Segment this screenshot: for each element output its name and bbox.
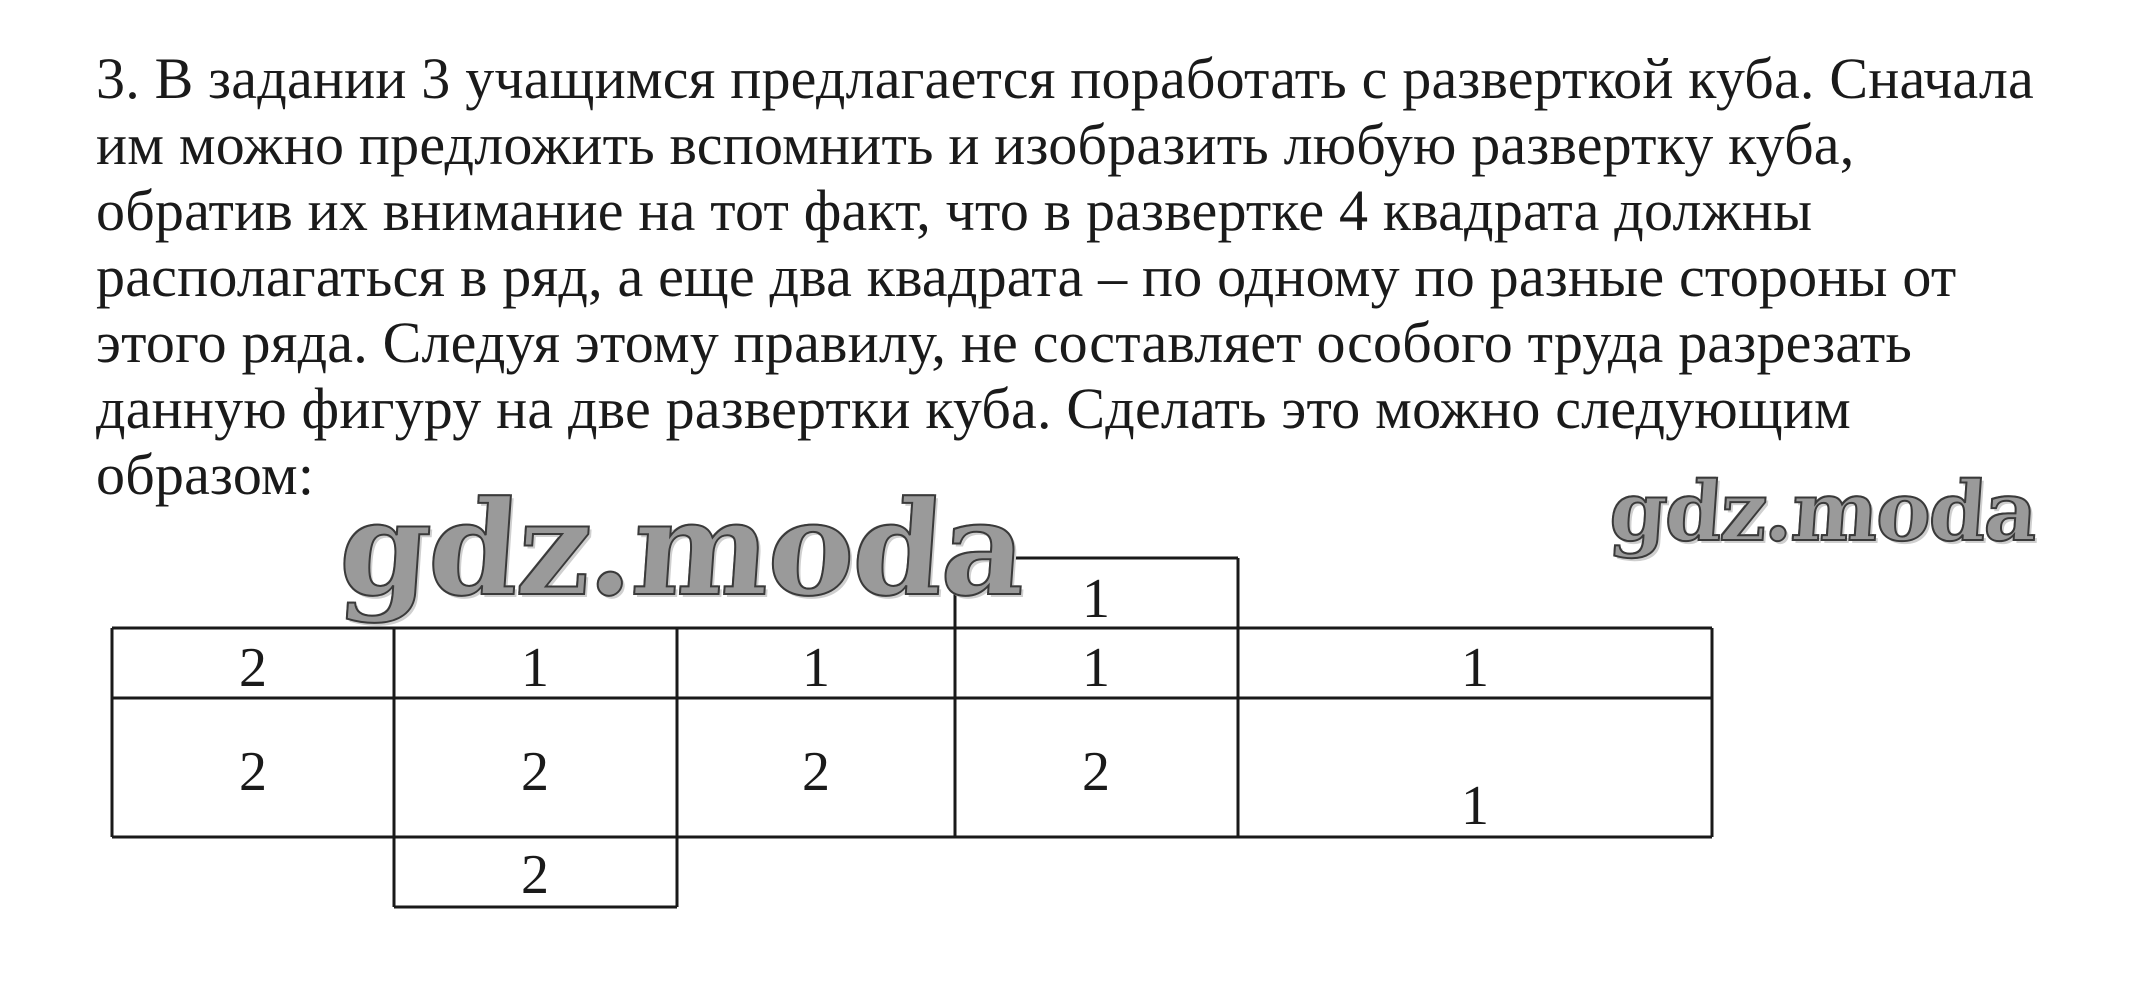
paragraph-line-7: образом: <box>96 442 315 507</box>
net-cell-bottom: 2 <box>521 844 549 906</box>
paragraph-line-2: им можно предложить вспомнить и изобразить любую развертку куба, <box>96 112 1855 177</box>
net-cell-r1c5: 1 <box>1461 637 1489 699</box>
paragraph-line-3: обратив их внимание на тот факт, что в развертке 4 квадрата должны <box>96 178 1813 243</box>
net-cell-r2c2: 2 <box>521 741 549 803</box>
paragraph-line-6: данную фигуру на две развертки куба. Сделать это можно следующим <box>96 376 1851 441</box>
net-cell-r1c1: 2 <box>239 637 267 699</box>
paragraph-line-5: этого ряда. Следуя этому правилу, не составляет особого труда разрезать <box>96 310 1913 375</box>
net-cell-r2c5: 1 <box>1461 775 1489 837</box>
net-cell-r2c4: 2 <box>1082 741 1110 803</box>
net-cell-r1c4: 1 <box>1082 637 1110 699</box>
net-cell-r1c3: 1 <box>802 637 830 699</box>
net-cell-r2c3: 2 <box>802 741 830 803</box>
watermark-logo-secondary: gdz.moda <box>1606 464 2040 560</box>
net-cell-top: 1 <box>1082 568 1110 630</box>
paragraph-line-4: располагаться в ряд, а еще два квадрата – по одному по разные стороны от <box>96 244 1957 309</box>
paragraph-line-1: 3. В задании 3 учащимся предлагается поработать с разверткой куба. Сначала <box>96 46 2034 111</box>
watermark-logo: gdz.moda <box>334 472 1030 625</box>
net-cell-r2c1: 2 <box>239 741 267 803</box>
net-cell-r1c2: 1 <box>521 637 549 699</box>
